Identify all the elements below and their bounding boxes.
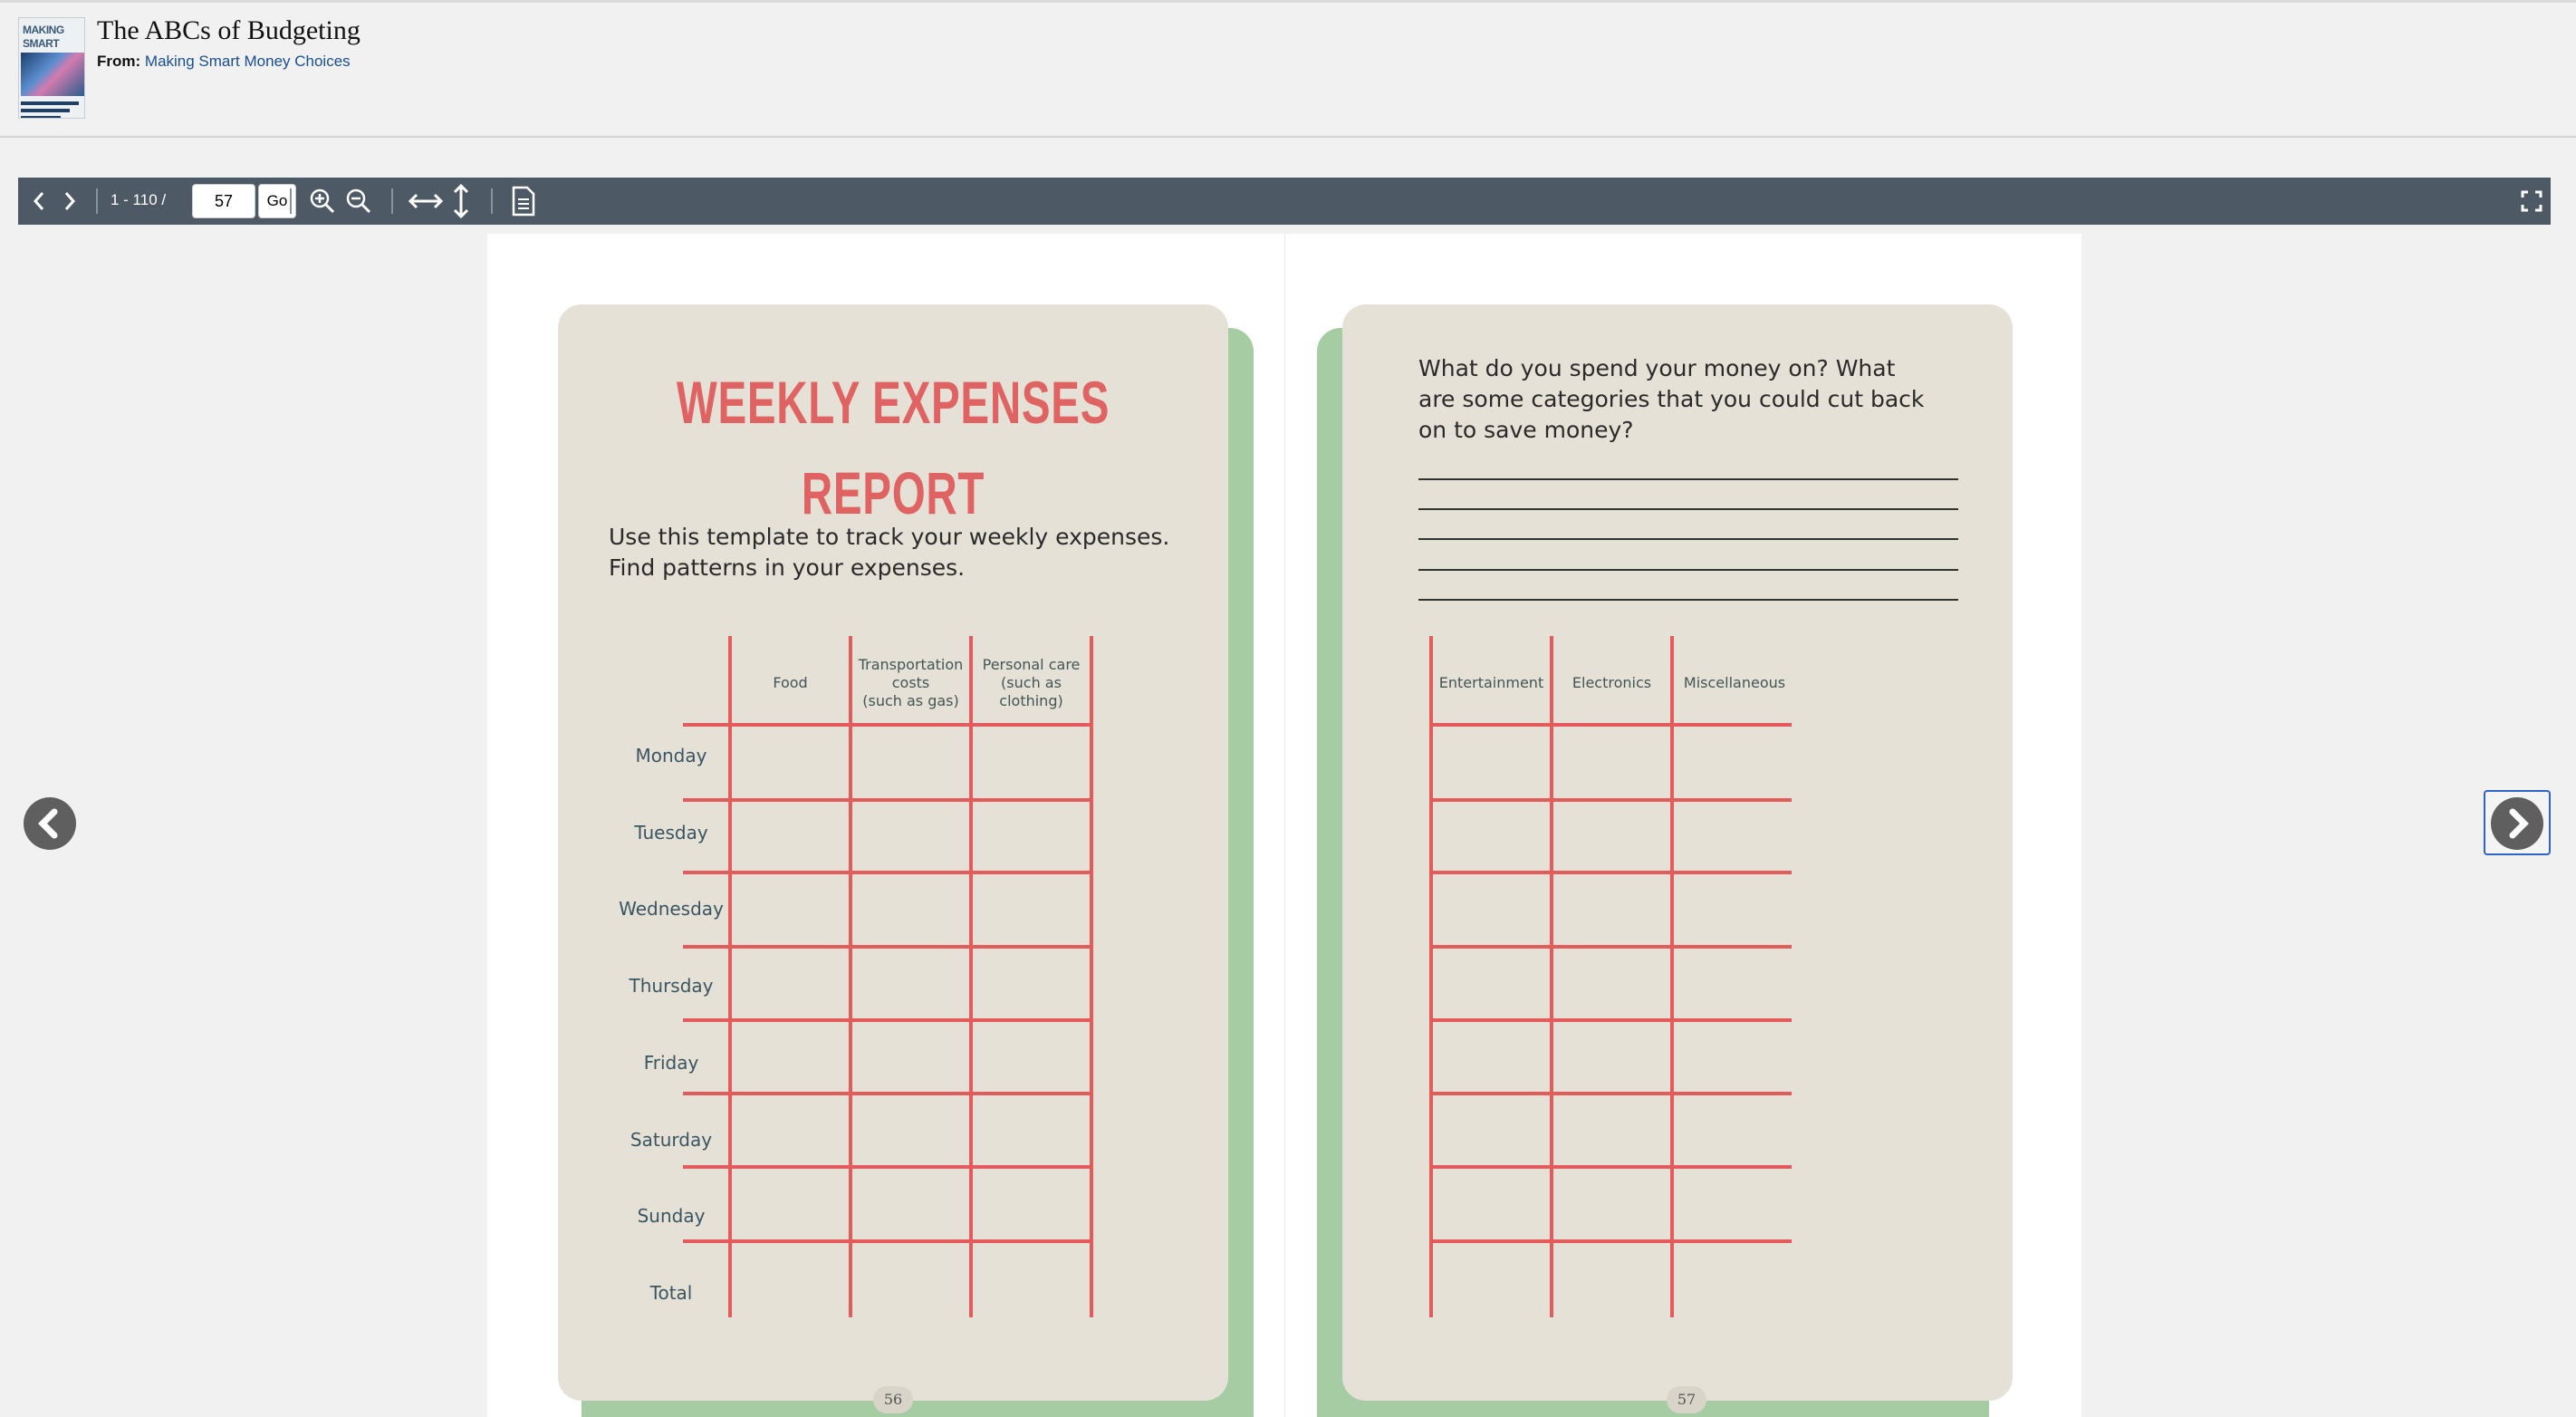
table-line (1429, 1018, 1792, 1022)
row-label: Total (649, 1282, 693, 1304)
toolbar-divider (391, 188, 393, 214)
column-header (973, 656, 1090, 710)
zoom-in-icon (309, 188, 336, 215)
page-spread (487, 234, 2081, 1417)
next-spread-icon (2491, 797, 2543, 850)
cover-title: MAKING SMART (23, 24, 64, 50)
page-number: 57 (1667, 1386, 1706, 1413)
table-line (683, 798, 1091, 802)
fullscreen-icon (2521, 190, 2542, 212)
fit-width-icon (408, 192, 444, 210)
fit-height-icon (452, 183, 470, 219)
column-header-line: (such as (1001, 674, 1062, 691)
prev-page-button[interactable] (25, 178, 53, 225)
fit-width-button[interactable] (406, 178, 446, 225)
page-viewer (18, 225, 2551, 1417)
prev-spread-button[interactable] (24, 797, 76, 850)
writing-line (1418, 538, 1958, 540)
zoom-out-button[interactable] (342, 178, 375, 225)
row-label: Wednesday (619, 898, 724, 920)
row-label: Thursday (629, 975, 714, 997)
page-range: 1 - 110 / (111, 191, 167, 208)
table-line (683, 1092, 1091, 1095)
table-line (1429, 1092, 1792, 1095)
cover-stripe (21, 109, 70, 112)
column-header: Electronics (1572, 674, 1652, 691)
left-page-card (558, 304, 1228, 1401)
document-header (0, 0, 2576, 138)
column-header-line: Food (773, 674, 808, 691)
column-header-line: costs (891, 674, 930, 691)
column-header (852, 656, 969, 710)
column-header: Miscellaneous (1683, 674, 1786, 691)
fit-height-button[interactable] (447, 178, 475, 225)
spread-gutter (1284, 234, 1285, 1417)
next-page-icon (62, 190, 77, 212)
table-line (683, 1018, 1091, 1022)
table-line (1670, 636, 1674, 1317)
cover-stripe (21, 116, 61, 119)
text-view-button[interactable] (507, 178, 540, 225)
toolbar-divider (96, 188, 98, 214)
table-line (683, 871, 1091, 874)
report-title: WEEKLY EXPENSES (676, 369, 1110, 436)
table-line (969, 636, 973, 1317)
text-view-icon (511, 186, 536, 217)
table-line (1429, 798, 1792, 802)
prev-spread-icon (24, 797, 76, 850)
viewer-toolbar (18, 178, 2551, 225)
column-header-line: (such as gas) (862, 692, 959, 709)
table-line (683, 1165, 1091, 1169)
column-header-line: clothing) (999, 692, 1063, 709)
table-line (683, 1239, 1091, 1243)
toolbar-divider (491, 188, 493, 214)
table-line (1429, 636, 1433, 1317)
next-spread-circle (2491, 797, 2543, 850)
question-text: What do you spend your money on? What are some categories that you could cut back on to save money? (1418, 355, 1925, 443)
zoom-out-icon (345, 188, 372, 215)
row-label: Monday (635, 745, 707, 766)
table-line (1429, 723, 1792, 727)
intro-text: Use this template to track your weekly expenses. Find patterns in your expenses. (609, 524, 1170, 581)
from-label: From: (97, 53, 141, 70)
table-line (1550, 636, 1553, 1317)
page-number-input[interactable] (192, 184, 255, 218)
cover-stripe (21, 101, 79, 105)
row-label: Tuesday (634, 822, 708, 843)
row-label: Sunday (637, 1205, 706, 1227)
row-label: Friday (643, 1052, 699, 1074)
cover-image (21, 53, 84, 96)
writing-line (1418, 478, 1958, 480)
source-book-link[interactable]: Making Smart Money Choices (144, 53, 351, 70)
zoom-in-button[interactable] (306, 178, 339, 225)
next-page-button[interactable] (56, 178, 83, 225)
table-line (849, 636, 852, 1317)
row-label: Saturday (630, 1129, 713, 1151)
table-line (683, 945, 1091, 949)
fullscreen-button[interactable] (2516, 178, 2547, 225)
toolbar-divider (290, 188, 292, 214)
book-cover-thumbnail[interactable] (18, 17, 85, 119)
column-header-line: Personal care (982, 656, 1081, 673)
table-line (1429, 1165, 1792, 1169)
source-line (97, 53, 351, 71)
prev-page-icon (32, 190, 46, 212)
table-line (683, 723, 1091, 727)
next-spread-button[interactable] (2484, 790, 2551, 855)
column-header-line: Transportation (858, 656, 964, 673)
table-line (1429, 871, 1792, 874)
writing-line (1418, 599, 1958, 601)
right-page-card (1342, 304, 2013, 1401)
page-number: 56 (873, 1386, 913, 1413)
page-title: The ABCs of Budgeting (97, 15, 360, 45)
column-header (732, 674, 849, 692)
column-header: Entertainment (1438, 674, 1544, 691)
go-button[interactable]: Go (258, 184, 296, 218)
table-line (1429, 1239, 1792, 1243)
writing-line (1418, 508, 1958, 510)
report-title: REPORT (801, 459, 985, 526)
table-line (1090, 636, 1093, 1317)
writing-line (1418, 569, 1958, 571)
table-line (1429, 945, 1792, 949)
